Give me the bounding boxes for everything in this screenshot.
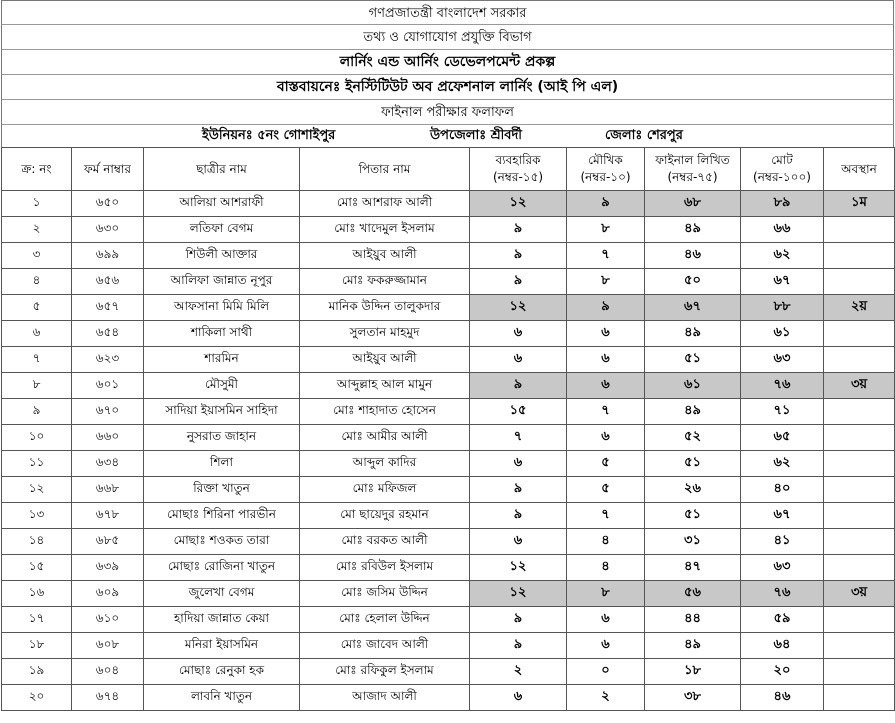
position-cell bbox=[824, 217, 895, 243]
total-score-cell: ৮৯ bbox=[741, 191, 824, 217]
form-number-cell: ৬২৩ bbox=[72, 347, 144, 373]
form-number-cell: ৬৬৮ bbox=[72, 477, 144, 503]
total-score-cell: ৫৯ bbox=[741, 607, 824, 633]
father-name-cell: মোঃ শাহাদাত হোসেন bbox=[300, 399, 470, 425]
written-score-cell: ৫১ bbox=[645, 503, 741, 529]
position-cell bbox=[824, 243, 895, 269]
total-score-cell: ৭৬ bbox=[741, 373, 824, 399]
written-score-cell: ৫১ bbox=[645, 347, 741, 373]
table-row bbox=[2, 659, 895, 685]
serial-cell: ১ bbox=[2, 191, 72, 217]
form-number-cell: ৬০৮ bbox=[72, 633, 144, 659]
total-score-cell: ৬৬ bbox=[741, 217, 824, 243]
total-score-cell: ৬৭ bbox=[741, 503, 824, 529]
serial-cell: ১৭ bbox=[2, 607, 72, 633]
oral-score-cell: ৬ bbox=[567, 607, 645, 633]
position-cell bbox=[824, 321, 895, 347]
father-name-cell: মো ছায়েদুর রহমান bbox=[300, 503, 470, 529]
implementer-title: বাস্তবায়নেঃ ইনস্টিটিউট অব প্রফেশনাল লার্নিং (আই পি এল) bbox=[1, 75, 894, 100]
student-name-cell: লতিফা বেগম bbox=[144, 217, 300, 243]
col-position: অবস্থান bbox=[824, 148, 895, 191]
total-score-cell: ৬৩ bbox=[741, 555, 824, 581]
written-score-cell: ৫১ bbox=[645, 451, 741, 477]
oral-score-cell: ৮ bbox=[567, 581, 645, 607]
total-score-cell: ৪০ bbox=[741, 477, 824, 503]
serial-cell: ৯ bbox=[2, 399, 72, 425]
practical-score-cell: ১৫ bbox=[470, 399, 567, 425]
practical-score-cell: ৯ bbox=[470, 217, 567, 243]
col-student-name: ছাত্রীর নাম bbox=[144, 148, 300, 191]
practical-score-cell: ৬ bbox=[470, 529, 567, 555]
father-name-cell: মোঃ জাবেদ আলী bbox=[300, 633, 470, 659]
father-name-cell: মানিক উদ্দিন তালুকদার bbox=[300, 295, 470, 321]
practical-score-cell: ৯ bbox=[470, 269, 567, 295]
serial-cell: ৮ bbox=[2, 373, 72, 399]
father-name-cell: মোঃ আশরাফ আলী bbox=[300, 191, 470, 217]
table-row bbox=[2, 503, 895, 529]
oral-score-cell: ৬ bbox=[567, 425, 645, 451]
oral-score-cell: ৬ bbox=[567, 321, 645, 347]
position-cell: ৩য় bbox=[824, 373, 895, 399]
oral-score-cell: ৪ bbox=[567, 529, 645, 555]
written-score-cell: ৪৬ bbox=[645, 243, 741, 269]
student-name-cell: আলিয়া আশরাফী bbox=[144, 191, 300, 217]
form-number-cell: ৬৭০ bbox=[72, 399, 144, 425]
father-name-cell: মোঃ ফকরুজ্জামান bbox=[300, 269, 470, 295]
table-row bbox=[2, 581, 895, 607]
position-cell bbox=[824, 451, 895, 477]
col-practical: ব্যবহারিক (নম্বর-১৫) bbox=[470, 148, 567, 191]
table-row bbox=[2, 373, 895, 399]
student-name-cell: আলিফা জান্নাত নূপুর bbox=[144, 269, 300, 295]
oral-score-cell: ২ bbox=[567, 685, 645, 711]
written-score-cell: ৪৭ bbox=[645, 555, 741, 581]
table-row bbox=[2, 347, 895, 373]
total-score-cell: ৭১ bbox=[741, 399, 824, 425]
table-row bbox=[2, 191, 895, 217]
form-number-cell: ৬৫৭ bbox=[72, 295, 144, 321]
father-name-cell: মোঃ বরকত আলী bbox=[300, 529, 470, 555]
position-cell bbox=[824, 633, 895, 659]
table-header-row bbox=[2, 148, 895, 191]
written-score-cell: ৩৮ bbox=[645, 685, 741, 711]
ministry-title: তথ্য ও যোগাযোগ প্রযুক্তি বিভাগ bbox=[1, 25, 894, 50]
student-name-cell: মনিরা ইয়াসমিন bbox=[144, 633, 300, 659]
total-score-cell: ৮৮ bbox=[741, 295, 824, 321]
position-cell bbox=[824, 659, 895, 685]
written-score-cell: ৪৯ bbox=[645, 399, 741, 425]
student-name-cell: মোছাঃ শওকত তারা bbox=[144, 529, 300, 555]
oral-score-cell: ৪ bbox=[567, 555, 645, 581]
practical-score-cell: ১২ bbox=[470, 555, 567, 581]
form-number-cell: ৬৩০ bbox=[72, 217, 144, 243]
practical-score-cell: ৬ bbox=[470, 347, 567, 373]
union-label: ইউনিয়নঃ ৫নং গোশাইপুর bbox=[202, 128, 336, 143]
table-row bbox=[2, 477, 895, 503]
position-cell bbox=[824, 269, 895, 295]
oral-score-cell: ৭ bbox=[567, 399, 645, 425]
total-score-cell: ৬২ bbox=[741, 451, 824, 477]
table-row bbox=[2, 529, 895, 555]
table-row bbox=[2, 685, 895, 711]
form-number-cell: ৬০৯ bbox=[72, 581, 144, 607]
written-score-cell: ৪৪ bbox=[645, 607, 741, 633]
results-table bbox=[1, 147, 895, 711]
written-score-cell: ৪৯ bbox=[645, 321, 741, 347]
father-name-cell: মোঃ রফিকুল ইসলাম bbox=[300, 659, 470, 685]
form-number-cell: ৬৭৪ bbox=[72, 685, 144, 711]
written-score-cell: ৬১ bbox=[645, 373, 741, 399]
serial-cell: ৫ bbox=[2, 295, 72, 321]
practical-score-cell: ৯ bbox=[470, 633, 567, 659]
form-number-cell: ৬৮৫ bbox=[72, 529, 144, 555]
total-score-cell: ৬৪ bbox=[741, 633, 824, 659]
written-score-cell: ৫০ bbox=[645, 269, 741, 295]
form-number-cell: ৬৩৪ bbox=[72, 451, 144, 477]
practical-score-cell: ৬ bbox=[470, 321, 567, 347]
table-row bbox=[2, 607, 895, 633]
student-name-cell: শিলা bbox=[144, 451, 300, 477]
oral-score-cell: ৬ bbox=[567, 633, 645, 659]
oral-score-cell: ৬ bbox=[567, 373, 645, 399]
practical-score-cell: ৬ bbox=[470, 451, 567, 477]
table-row bbox=[2, 633, 895, 659]
practical-score-cell: ৬ bbox=[470, 685, 567, 711]
student-name-cell: মোছাঃ শিরিনা পারভীন bbox=[144, 503, 300, 529]
form-number-cell: ৬১০ bbox=[72, 607, 144, 633]
col-total: মোট (নম্বর-১০০) bbox=[741, 148, 824, 191]
position-cell bbox=[824, 425, 895, 451]
table-row bbox=[2, 321, 895, 347]
written-score-cell: ৬৭ bbox=[645, 295, 741, 321]
student-name-cell: নুসরাত জাহান bbox=[144, 425, 300, 451]
practical-score-cell: ১২ bbox=[470, 581, 567, 607]
table-row bbox=[2, 295, 895, 321]
serial-cell: ১৩ bbox=[2, 503, 72, 529]
practical-score-cell: ৯ bbox=[470, 477, 567, 503]
form-number-cell: ৬০১ bbox=[72, 373, 144, 399]
student-name-cell: মোছাঃ রোজিনা খাতুন bbox=[144, 555, 300, 581]
father-name-cell: সুলতান মাহমুদ bbox=[300, 321, 470, 347]
table-row bbox=[2, 243, 895, 269]
student-name-cell: আফসানা মিমি মিলি bbox=[144, 295, 300, 321]
serial-cell: ১১ bbox=[2, 451, 72, 477]
practical-score-cell: ৭ bbox=[470, 425, 567, 451]
student-name-cell: মৌসুমী bbox=[144, 373, 300, 399]
total-score-cell: ৪১ bbox=[741, 529, 824, 555]
serial-cell: ৭ bbox=[2, 347, 72, 373]
practical-score-cell: ৯ bbox=[470, 243, 567, 269]
total-score-cell: ৬৭ bbox=[741, 269, 824, 295]
district-label: জেলাঃ শেরপুর bbox=[605, 128, 683, 143]
total-score-cell: ৪৬ bbox=[741, 685, 824, 711]
serial-cell: ৬ bbox=[2, 321, 72, 347]
col-serial: ক্র: নং bbox=[2, 148, 72, 191]
father-name-cell: আইয়ুব আলী bbox=[300, 347, 470, 373]
position-cell bbox=[824, 347, 895, 373]
position-cell: ২য় bbox=[824, 295, 895, 321]
student-name-cell: শাকিলা সাথী bbox=[144, 321, 300, 347]
position-cell bbox=[824, 399, 895, 425]
student-name-cell: শিউলী আক্তার bbox=[144, 243, 300, 269]
serial-cell: ২ bbox=[2, 217, 72, 243]
table-row bbox=[2, 399, 895, 425]
table-row bbox=[2, 555, 895, 581]
serial-cell: ৪ bbox=[2, 269, 72, 295]
practical-score-cell: ১২ bbox=[470, 191, 567, 217]
position-cell bbox=[824, 477, 895, 503]
project-title: লার্নিং এন্ড আর্নিং ডেভেলপমেন্ট প্রকল্প bbox=[1, 50, 894, 75]
student-name-cell: সাদিয়া ইয়াসমিন সাহিদা bbox=[144, 399, 300, 425]
position-cell: ১ম bbox=[824, 191, 895, 217]
practical-score-cell: ২ bbox=[470, 659, 567, 685]
total-score-cell: ৭৬ bbox=[741, 581, 824, 607]
oral-score-cell: ৫ bbox=[567, 477, 645, 503]
form-number-cell: ৬৫০ bbox=[72, 191, 144, 217]
form-number-cell: ৬০৪ bbox=[72, 659, 144, 685]
student-name-cell: রিক্তা খাতুন bbox=[144, 477, 300, 503]
col-written: ফাইনাল লিখিত (নম্বর-৭৫) bbox=[645, 148, 741, 191]
table-row bbox=[2, 217, 895, 243]
oral-score-cell: ৯ bbox=[567, 191, 645, 217]
serial-cell: ১০ bbox=[2, 425, 72, 451]
form-number-cell: ৬৫৬ bbox=[72, 269, 144, 295]
oral-score-cell: ৫ bbox=[567, 451, 645, 477]
oral-score-cell: ৮ bbox=[567, 217, 645, 243]
position-cell bbox=[824, 685, 895, 711]
form-number-cell: ৬৬০ bbox=[72, 425, 144, 451]
oral-score-cell: ৭ bbox=[567, 243, 645, 269]
result-sheet bbox=[1, 0, 894, 711]
table-row bbox=[2, 425, 895, 451]
col-form-number: ফর্ম নাম্বার bbox=[72, 148, 144, 191]
oral-score-cell: ৮ bbox=[567, 269, 645, 295]
father-name-cell: মোঃ হেলাল উদ্দিন bbox=[300, 607, 470, 633]
serial-cell: ১৯ bbox=[2, 659, 72, 685]
col-oral: মৌখিক (নম্বর-১০) bbox=[567, 148, 645, 191]
total-score-cell: ৬২ bbox=[741, 243, 824, 269]
written-score-cell: ৪৯ bbox=[645, 633, 741, 659]
form-number-cell: ৬৯৯ bbox=[72, 243, 144, 269]
form-number-cell: ৬৭৮ bbox=[72, 503, 144, 529]
position-cell bbox=[824, 555, 895, 581]
position-cell bbox=[824, 607, 895, 633]
practical-score-cell: ৯ bbox=[470, 503, 567, 529]
written-score-cell: ৩১ bbox=[645, 529, 741, 555]
student-name-cell: শারমিন bbox=[144, 347, 300, 373]
serial-cell: ১২ bbox=[2, 477, 72, 503]
father-name-cell: মোঃ আমীর আলী bbox=[300, 425, 470, 451]
serial-cell: ১৮ bbox=[2, 633, 72, 659]
student-name-cell: মোছাঃ রেনুকা হক bbox=[144, 659, 300, 685]
written-score-cell: ৪৯ bbox=[645, 217, 741, 243]
written-score-cell: ২৬ bbox=[645, 477, 741, 503]
serial-cell: ৩ bbox=[2, 243, 72, 269]
table-row bbox=[2, 269, 895, 295]
total-score-cell: ৬৩ bbox=[741, 347, 824, 373]
practical-score-cell: ৯ bbox=[470, 607, 567, 633]
student-name-cell: জুলেখা বেগম bbox=[144, 581, 300, 607]
total-score-cell: ৬১ bbox=[741, 321, 824, 347]
practical-score-cell: ১২ bbox=[470, 295, 567, 321]
exam-result-title: ফাইনাল পরীক্ষার ফলাফল bbox=[1, 100, 894, 125]
father-name-cell: মোঃ খাদেমুল ইসলাম bbox=[300, 217, 470, 243]
form-number-cell: ৬৫৪ bbox=[72, 321, 144, 347]
serial-cell: ১৪ bbox=[2, 529, 72, 555]
total-score-cell: ৬৫ bbox=[741, 425, 824, 451]
practical-score-cell: ৯ bbox=[470, 373, 567, 399]
table-row bbox=[2, 451, 895, 477]
government-title: গণপ্রজাতন্ত্রী বাংলাদেশ সরকার bbox=[1, 0, 894, 25]
oral-score-cell: ৭ bbox=[567, 503, 645, 529]
father-name-cell: আইয়ুব আলী bbox=[300, 243, 470, 269]
serial-cell: ২০ bbox=[2, 685, 72, 711]
written-score-cell: ৫২ bbox=[645, 425, 741, 451]
col-father-name: পিতার নাম bbox=[300, 148, 470, 191]
location-row bbox=[1, 125, 894, 147]
father-name-cell: আজাদ আলী bbox=[300, 685, 470, 711]
position-cell bbox=[824, 529, 895, 555]
father-name-cell: আব্দুল কাদির bbox=[300, 451, 470, 477]
father-name-cell: আব্দুল্লাহ আল মামুন bbox=[300, 373, 470, 399]
father-name-cell: মোঃ রবিউল ইসলাম bbox=[300, 555, 470, 581]
written-score-cell: ৫৬ bbox=[645, 581, 741, 607]
oral-score-cell: ০ bbox=[567, 659, 645, 685]
written-score-cell: ১৮ bbox=[645, 659, 741, 685]
position-cell bbox=[824, 503, 895, 529]
oral-score-cell: ৬ bbox=[567, 347, 645, 373]
total-score-cell: ২০ bbox=[741, 659, 824, 685]
father-name-cell: মোঃ মফিজল bbox=[300, 477, 470, 503]
position-cell: ৩য় bbox=[824, 581, 895, 607]
father-name-cell: মোঃ জসিম উদ্দিন bbox=[300, 581, 470, 607]
written-score-cell: ৬৮ bbox=[645, 191, 741, 217]
serial-cell: ১৫ bbox=[2, 555, 72, 581]
form-number-cell: ৬৩৯ bbox=[72, 555, 144, 581]
oral-score-cell: ৯ bbox=[567, 295, 645, 321]
student-name-cell: লাবনি খাতুন bbox=[144, 685, 300, 711]
upazila-label: উপজেলাঃ শ্রীবর্দী bbox=[430, 128, 523, 143]
serial-cell: ১৬ bbox=[2, 581, 72, 607]
student-name-cell: হাদিয়া জান্নাত কেয়া bbox=[144, 607, 300, 633]
